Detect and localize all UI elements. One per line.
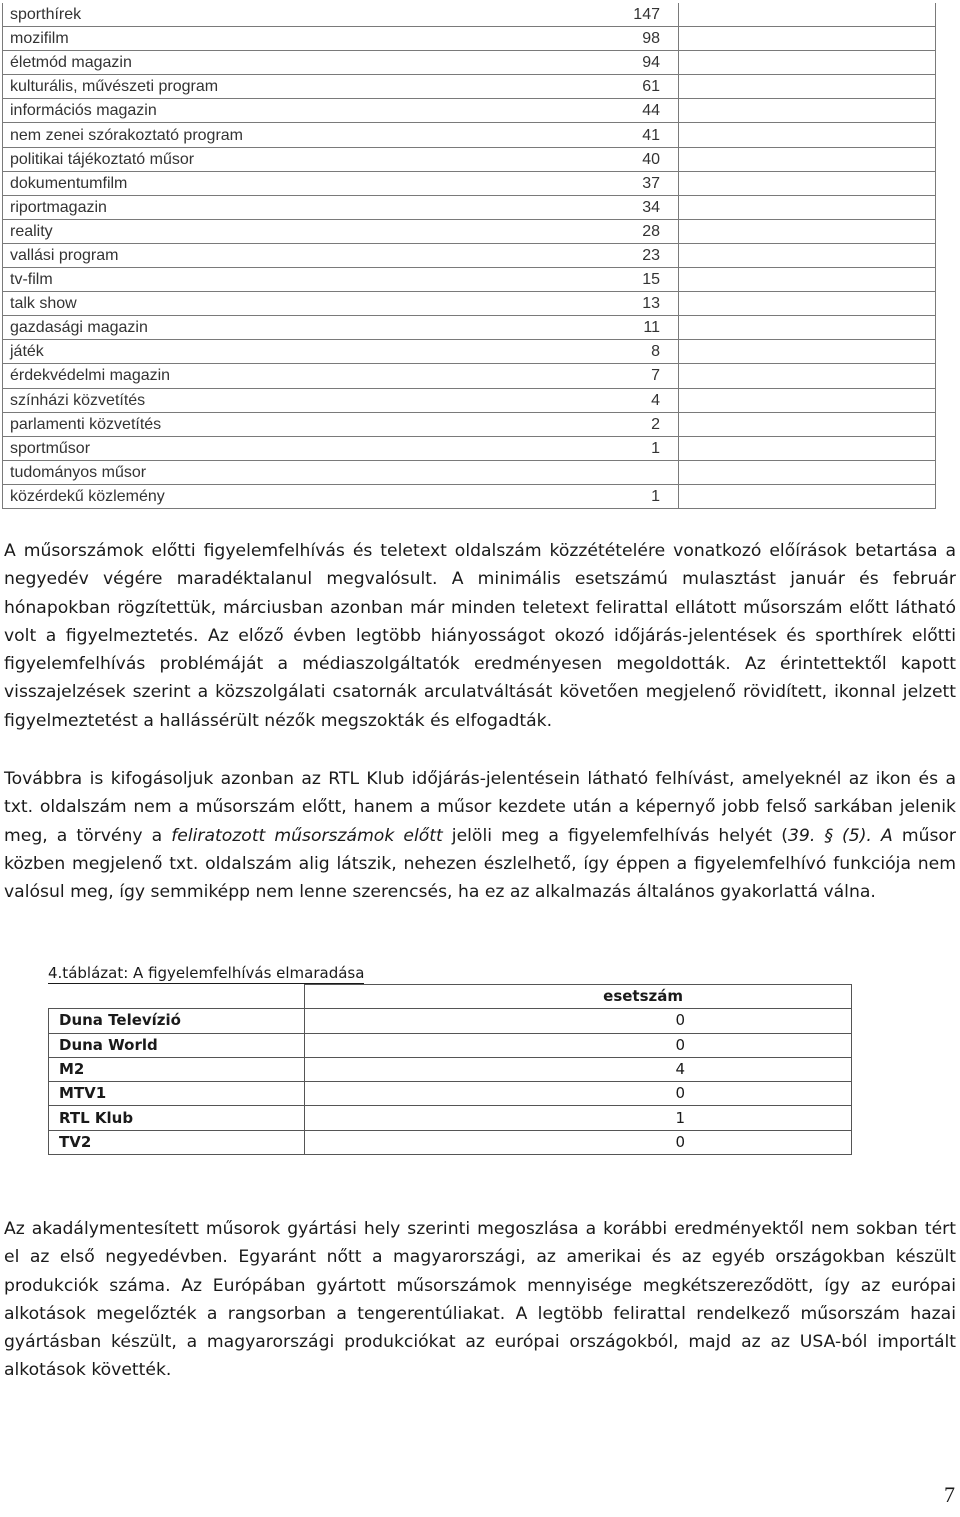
table-row — [49, 1057, 852, 1081]
channel-name: MTV1 — [49, 1082, 305, 1106]
table-row — [3, 268, 936, 292]
table-row — [3, 51, 936, 75]
channel-count: 0 — [305, 1082, 852, 1106]
empty-cell — [679, 75, 936, 99]
genre-count: 61 — [405, 75, 679, 99]
table-row — [3, 75, 936, 99]
genre-name: riportmagazin — [3, 195, 406, 219]
paragraph-2 — [4, 765, 956, 906]
genre-count: 94 — [405, 51, 679, 75]
genre-count: 15 — [405, 268, 679, 292]
table-row — [3, 292, 936, 316]
genre-count: 40 — [405, 147, 679, 171]
table-row — [3, 3, 936, 27]
empty-cell — [679, 460, 936, 484]
genre-name: tudományos műsor — [3, 460, 406, 484]
column-header-esetszam: esetszám — [305, 985, 852, 1009]
paragraph-2-text-3: műsor közben megjelenő txt. oldalszám alig látszik, nehezen észlelhető, így éppen a figyelemfelhívó funkciója nem valósul meg, így semmiképp nem lenne szerencsés, ha ez az alkalmazás általános gyakorlattá válna. — [4, 825, 956, 903]
paragraph-1 — [4, 537, 956, 735]
empty-cell — [679, 171, 936, 195]
table-row — [3, 436, 936, 460]
table-row — [3, 123, 936, 147]
table-row — [3, 316, 936, 340]
genre-count: 28 — [405, 219, 679, 243]
empty-cell — [679, 195, 936, 219]
empty-cell — [679, 388, 936, 412]
genre-count: 147 — [405, 3, 679, 27]
channel-count: 4 — [305, 1057, 852, 1081]
paragraph-1-text: A műsorszámok előtti figyelemfelhívás és teletext oldalszám közzétételére vonatkozó előírások betartása a negyedév végére maradéktalanul megvalósult. A minimális esetszámú mulasztást január és február hónapokban rögzítettük, márciusban azonban már minden teletext felirattal ellátott műsorszám előtt látható volt a figyelmeztetés. Az előző évben legtöbb hiányosságot okozó időjárás-jelentések és sporthírek előtti figyelemfelhívás problémáját a médiaszolgáltatók eredményesen megoldották. Az érintettektől kapott visszajelzések szerint a közszolgálati csatornák arculatváltását követően megjelenő rövidített, ikonnal jelzett figyelmeztetést a hallássérült nézők megszokták és elfogadták. — [4, 541, 956, 731]
table-row — [3, 412, 936, 436]
genre-count: 2 — [405, 412, 679, 436]
genre-name: mozifilm — [3, 27, 406, 51]
genre-name: sporthírek — [3, 3, 406, 27]
empty-cell — [679, 123, 936, 147]
table-row — [3, 243, 936, 267]
empty-cell — [679, 147, 936, 171]
table-caption: 4.táblázat: A figyelemfelhívás elmaradása — [48, 964, 365, 982]
table-row — [49, 1082, 852, 1106]
page-number: 7 — [944, 1482, 955, 1507]
genre-name: közérdekű közlemény — [3, 484, 406, 508]
genre-count: 4 — [405, 388, 679, 412]
genre-count: 11 — [405, 316, 679, 340]
empty-cell — [679, 3, 936, 27]
empty-cell — [679, 27, 936, 51]
genre-name: érdekvédelmi magazin — [3, 364, 406, 388]
genre-name: talk show — [3, 292, 406, 316]
genre-name: kulturális, művészeti program — [3, 75, 406, 99]
genre-count: 1 — [405, 484, 679, 508]
genre-name: játék — [3, 340, 406, 364]
table-row — [3, 340, 936, 364]
table-row — [3, 147, 936, 171]
table-row — [3, 27, 936, 51]
channel-table — [48, 984, 852, 1155]
table-row — [3, 219, 936, 243]
genre-count — [405, 460, 679, 484]
paragraph-2-italic-1: feliratozott műsorszámok előtt — [171, 825, 443, 846]
channel-name: TV2 — [49, 1130, 305, 1154]
empty-cell — [679, 292, 936, 316]
channel-table-header-row — [49, 985, 852, 1009]
empty-cell — [679, 268, 936, 292]
channel-name: Duna Televízió — [49, 1009, 305, 1033]
channel-count: 0 — [305, 1130, 852, 1154]
empty-cell — [679, 219, 936, 243]
table-row — [3, 484, 936, 508]
empty-cell — [679, 436, 936, 460]
paragraph-2-text-1: Továbbra is kifogásoljuk azonban az RTL Klub időjárás-jelentésein látható felhívást, amelyeknél az ikon és a txt. oldalszám nem a műsorszám előtt, hanem a műsor kezdete után a képernyő jobb felső sarkában jelenik meg, a törvény a — [4, 769, 956, 846]
empty-cell — [679, 484, 936, 508]
genre-count: 8 — [405, 340, 679, 364]
genre-table — [2, 3, 936, 509]
genre-name: tv-film — [3, 268, 406, 292]
empty-cell — [679, 99, 936, 123]
genre-name: politikai tájékoztató műsor — [3, 147, 406, 171]
channel-count: 1 — [305, 1106, 852, 1130]
table-row — [49, 1130, 852, 1154]
empty-cell — [679, 316, 936, 340]
table-row — [49, 1009, 852, 1033]
genre-name: parlamenti közvetítés — [3, 412, 406, 436]
genre-count: 1 — [405, 436, 679, 460]
paragraph-3-text: Az akadálymentesített műsorok gyártási hely szerinti megoszlása a korábbi eredményektől nem sokban tért el az első negyedévben. Egyaránt nőtt a magyarországi, az amerikai és az egyéb országokban készült produkciók száma. Az Európában gyártott műsorszámok mennyisége megkétszereződött, így az európai alkotások megelőzték a rangsorban a tengerentúliakat. A legtöbb felirattal rendelkező műsorszám hazai gyártásban készült, a magyarországi produkciókat az európai országokból, majd az az USA-ból importált alkotások követték. — [4, 1219, 956, 1381]
empty-cell — [679, 243, 936, 267]
channel-count: 0 — [305, 1033, 852, 1057]
empty-cell — [679, 364, 936, 388]
channel-count: 0 — [305, 1009, 852, 1033]
genre-count: 41 — [405, 123, 679, 147]
genre-name: nem zenei szórakoztató program — [3, 123, 406, 147]
paragraph-2-text-2: jelöli meg a figyelemfelhívás helyét ( — [442, 825, 788, 846]
header-blank-cell — [49, 985, 305, 1009]
genre-name: színházi közvetítés — [3, 388, 406, 412]
genre-name: sportműsor — [3, 436, 406, 460]
genre-name: reality — [3, 219, 406, 243]
table-row — [49, 1106, 852, 1130]
genre-count: 34 — [405, 195, 679, 219]
empty-cell — [679, 340, 936, 364]
channel-name: RTL Klub — [49, 1106, 305, 1130]
table-row — [3, 171, 936, 195]
genre-count: 23 — [405, 243, 679, 267]
table-row — [3, 388, 936, 412]
genre-name: gazdasági magazin — [3, 316, 406, 340]
paragraph-3 — [4, 1215, 956, 1385]
genre-count: 7 — [405, 364, 679, 388]
table-row — [3, 195, 936, 219]
paragraph-2-italic-2: 39. § (5). A — [787, 825, 893, 846]
table-row — [3, 460, 936, 484]
channel-name: Duna World — [49, 1033, 305, 1057]
genre-count: 98 — [405, 27, 679, 51]
table-row — [49, 1033, 852, 1057]
genre-name: életmód magazin — [3, 51, 406, 75]
empty-cell — [679, 412, 936, 436]
genre-name: információs magazin — [3, 99, 406, 123]
empty-cell — [679, 51, 936, 75]
table-row — [3, 99, 936, 123]
genre-count: 37 — [405, 171, 679, 195]
genre-name: dokumentumfilm — [3, 171, 406, 195]
genre-count: 44 — [405, 99, 679, 123]
genre-count: 13 — [405, 292, 679, 316]
genre-name: vallási program — [3, 243, 406, 267]
table-row — [3, 364, 936, 388]
channel-name: M2 — [49, 1057, 305, 1081]
